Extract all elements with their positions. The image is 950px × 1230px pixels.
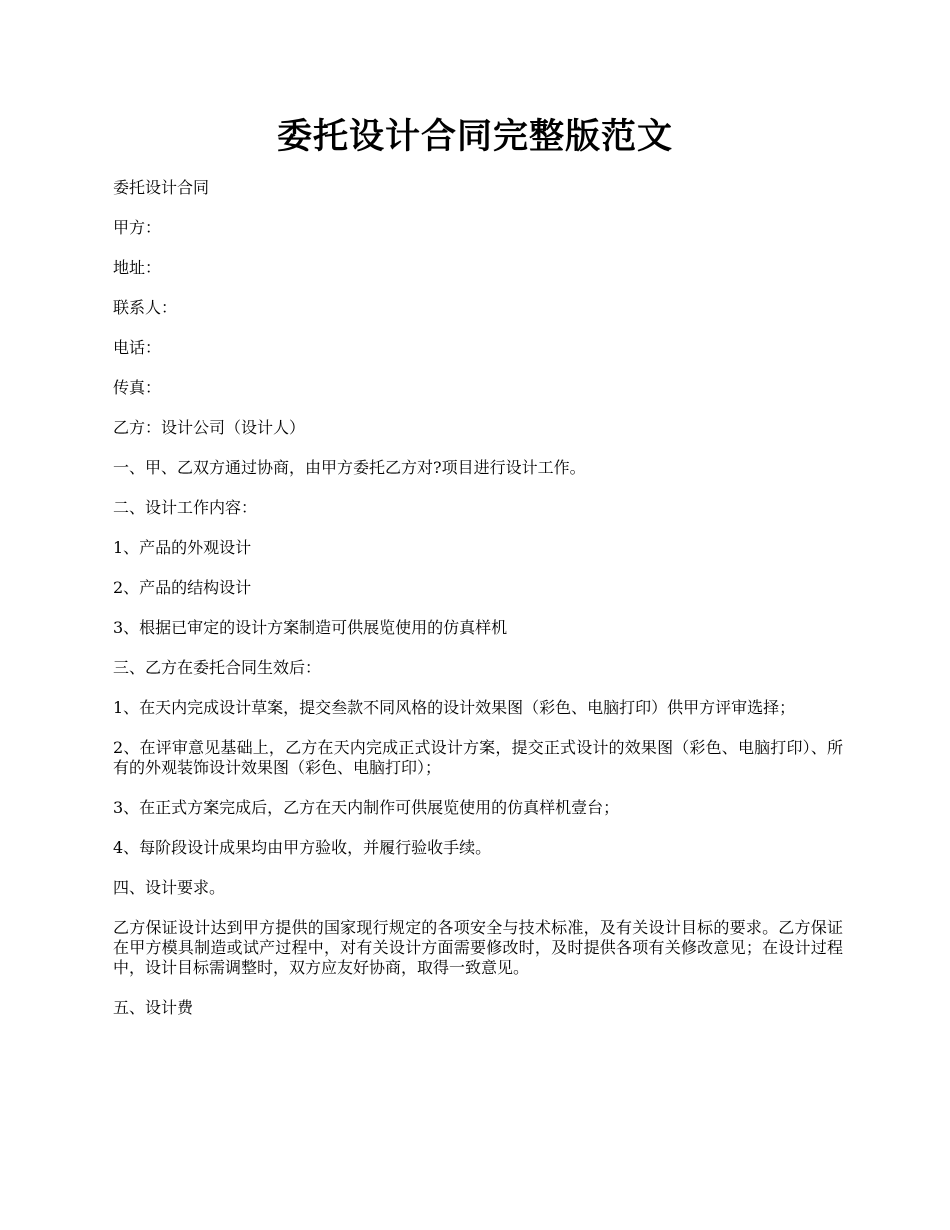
- phone-label: 电话：: [113, 338, 162, 357]
- contract-heading: 委托设计合同: [113, 178, 210, 197]
- fax-label: 传真：: [113, 378, 162, 397]
- address-label: 地址：: [113, 258, 162, 277]
- party-b-label: 乙方：设计公司（设计人）: [113, 418, 306, 437]
- section-4-heading: 四、设计要求。: [113, 878, 226, 897]
- section-3-item-2: 2、在评审意见基础上，乙方在天内完成正式设计方案，提交正式设计的效果图（彩色、电脑打印）、所有的外观装饰设计效果图（彩色、电脑打印）；: [113, 738, 843, 777]
- document-body: [113, 178, 843, 1038]
- contact-label: 联系人：: [113, 298, 178, 317]
- section-3-item-3: 3、在正式方案完成后，乙方在天内制作可供展览使用的仿真样机壹台；: [113, 798, 620, 817]
- section-3-item-1: 1、在天内完成设计草案，提交叁款不同风格的设计效果图（彩色、电脑打印）供甲方评审选择；: [113, 698, 796, 717]
- party-a-label: 甲方：: [113, 218, 162, 237]
- section-2-item-3: 3、根据已审定的设计方案制造可供展览使用的仿真样机: [113, 618, 508, 637]
- section-2-heading: 二、设计工作内容：: [113, 498, 258, 517]
- section-5-heading: 五、设计费: [113, 998, 194, 1017]
- section-4-body: 乙方保证设计达到甲方提供的国家现行规定的各项安全与技术标准，及有关设计目标的要求。乙方保证在甲方模具制造或试产过程中，对有关设计方面需要修改时，及时提供各项有关修改意见；在设计过程中，设计目标需调整时，双方应友好协商，取得一致意见。: [113, 918, 843, 977]
- document-title: 委托设计合同完整版范文: [276, 116, 673, 157]
- section-2-item-1: 1、产品的外观设计: [113, 538, 252, 557]
- section-3-heading: 三、乙方在委托合同生效后：: [113, 658, 322, 677]
- section-2-item-2: 2、产品的结构设计: [113, 578, 252, 597]
- section-3-item-4: 4、每阶段设计成果均由甲方验收，并履行验收手续。: [113, 838, 492, 857]
- section-1: 一、甲、乙双方通过协商，由甲方委托乙方对?项目进行设计工作。: [113, 458, 586, 477]
